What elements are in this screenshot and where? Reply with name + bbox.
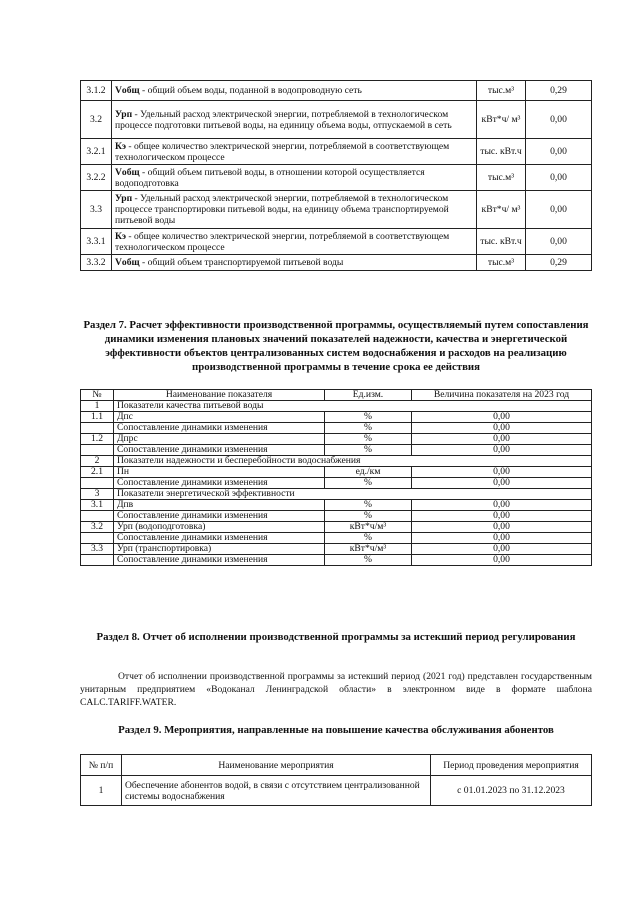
row-number: 1.2 <box>81 434 114 445</box>
row-value: 0,00 <box>526 139 592 165</box>
row-number <box>81 511 114 522</box>
row-number: 3.3 <box>81 544 114 555</box>
row-number: 1 <box>81 401 114 412</box>
group-row <box>81 456 592 467</box>
row-value: 0,00 <box>526 191 592 229</box>
indicator-name: Сопоставление динамики изменения <box>114 555 325 566</box>
table-row <box>81 434 592 445</box>
row-number: 3.2.1 <box>81 139 112 165</box>
table-row <box>81 229 592 255</box>
header-num: № <box>81 390 114 401</box>
group-title: Показатели качества питьевой воды <box>114 401 592 412</box>
indicator-value: 0,00 <box>412 467 592 478</box>
row-description <box>112 101 477 139</box>
header-name: Наименование мероприятия <box>122 755 431 776</box>
row-unit: кВт*ч/ м³ <box>477 191 526 229</box>
table-row <box>81 500 592 511</box>
table-row <box>81 445 592 456</box>
indicator-unit: % <box>325 533 412 544</box>
table-row <box>81 555 592 566</box>
table-header-row <box>81 755 592 776</box>
row-number: 3.1.2 <box>81 81 112 101</box>
indicator-unit: % <box>325 511 412 522</box>
indicator-value: 0,00 <box>412 445 592 456</box>
indicator-unit: кВт*ч/м³ <box>325 544 412 555</box>
row-unit: тыс. кВт.ч <box>477 139 526 165</box>
row-number: 3.2 <box>81 522 114 533</box>
row-number: 2.1 <box>81 467 114 478</box>
row-term: Урп <box>115 108 133 120</box>
section-8-heading: Раздел 8. Отчет об исполнении производственной программы за истекший период регулирования <box>96 631 576 643</box>
row-number: 3.3.2 <box>81 255 112 271</box>
row-number: 2 <box>81 456 114 467</box>
indicator-value: 0,00 <box>412 544 592 555</box>
indicator-value: 0,00 <box>412 500 592 511</box>
row-number: 3.2.2 <box>81 165 112 191</box>
row-unit: тыс.м³ <box>477 81 526 101</box>
section-7-heading: Раздел 7. Расчет эффективности производственной программы, осуществляемый путем сопоставления динамики изменения плановых значений показателей надежности, качества и энергетической эффективности объектов централизованных систем водоснабжения и расходов на реализацию производственной программы в течение срока ее действия <box>83 319 589 373</box>
row-description <box>112 165 477 191</box>
table-row <box>81 544 592 555</box>
row-number: 3.2 <box>81 101 112 139</box>
row-text: - Удельный расход электрической энергии, потребляемой в технологическом процессе транспортировки питьевой воды, на единицу объема транспортируемой питьевой воды <box>115 193 449 226</box>
row-term: Урп <box>115 193 133 204</box>
section-8-paragraph: Отчет об исполнении производственной программы за истекший период (2021 год) представлен государственным унитарным предприятием «Водоканал Ленинградской области» в электронном виде в формате шаблона CALC.TARIFF.WATER. <box>80 671 592 708</box>
indicator-name: Сопоставление динамики изменения <box>114 511 325 522</box>
row-text: - общий объем питьевой воды, в отношении которой осуществляется водоподготовка <box>115 166 425 189</box>
group-row <box>81 489 592 500</box>
row-value: 0,29 <box>526 255 592 271</box>
indicator-unit: % <box>325 500 412 511</box>
header-num: № п/п <box>81 755 122 776</box>
row-description <box>112 255 477 271</box>
row-number <box>81 478 114 489</box>
table-row <box>81 423 592 434</box>
row-number: 1.1 <box>81 412 114 423</box>
header-value: Величина показателя на 2023 год <box>412 390 592 401</box>
row-value: 0,29 <box>526 81 592 101</box>
indicator-unit: ед./км <box>325 467 412 478</box>
indicator-value: 0,00 <box>412 533 592 544</box>
row-unit: тыс.м³ <box>477 165 526 191</box>
indicator-unit: % <box>325 478 412 489</box>
indicator-unit: % <box>325 423 412 434</box>
indicator-name: Сопоставление динамики изменения <box>114 533 325 544</box>
row-description <box>112 191 477 229</box>
indicator-name: Сопоставление динамики изменения <box>114 445 325 456</box>
table-row <box>81 255 592 271</box>
table-row <box>81 412 592 423</box>
table-row <box>81 467 592 478</box>
indicator-name: Сопоставление динамики изменения <box>114 478 325 489</box>
indicator-name: Урп (водоподготовка) <box>114 522 325 533</box>
table-row <box>81 478 592 489</box>
row-description <box>112 81 477 101</box>
table-row <box>81 81 592 101</box>
row-text: - Удельный расход электрической энергии, потребляемой в технологическом процессе подготовки питьевой воды, на единицу объема воды, отпускаемой в сеть <box>115 108 452 131</box>
row-unit: кВт*ч/ м³ <box>477 101 526 139</box>
row-number: 3 <box>81 489 114 500</box>
table-row <box>81 511 592 522</box>
indicator-name: Урп (транспортировка) <box>114 544 325 555</box>
row-number <box>81 445 114 456</box>
indicator-name: Дпс <box>114 412 325 423</box>
row-value: 0,00 <box>526 165 592 191</box>
indicator-name: Пн <box>114 467 325 478</box>
indicator-unit: % <box>325 555 412 566</box>
row-text: - общее количество электрической энергии, потребляемой в соответствующем технологическом процессе <box>115 230 450 253</box>
row-description <box>112 139 477 165</box>
group-title: Показатели надежности и бесперебойности водоснабжения <box>114 456 592 467</box>
row-term: Кэ <box>115 230 126 242</box>
row-number: 3.1 <box>81 500 114 511</box>
indicator-name: Сопоставление динамики изменения <box>114 423 325 434</box>
indicator-unit: % <box>325 412 412 423</box>
table-row <box>81 165 592 191</box>
measure-period: с 01.01.2023 по 31.12.2023 <box>431 776 592 806</box>
row-number: 1 <box>81 776 122 806</box>
indicator-unit: кВт*ч/м³ <box>325 522 412 533</box>
table-row <box>81 533 592 544</box>
row-value: 0,00 <box>526 101 592 139</box>
indicator-value: 0,00 <box>412 522 592 533</box>
indicator-value: 0,00 <box>412 555 592 566</box>
table-row <box>81 101 592 139</box>
header-unit: Ед.изм. <box>325 390 412 401</box>
indicator-value: 0,00 <box>412 511 592 522</box>
row-text: - общее количество электрической энергии, потребляемой в соответствующем технологическом процессе <box>115 140 450 163</box>
row-term: Vобщ <box>115 85 140 96</box>
indicator-value: 0,00 <box>412 434 592 445</box>
measure-name: Обеспечение абонентов водой, в связи с отсутствием централизованной системы водоснабжения <box>122 776 431 806</box>
table-row <box>81 191 592 229</box>
indicator-value: 0,00 <box>412 423 592 434</box>
row-description <box>112 229 477 255</box>
table-header-row <box>81 390 592 401</box>
row-unit: тыс.м³ <box>477 255 526 271</box>
row-number <box>81 555 114 566</box>
table-row <box>81 139 592 165</box>
row-unit: тыс. кВт.ч <box>477 229 526 255</box>
indicator-value: 0,00 <box>412 478 592 489</box>
indicator-unit: % <box>325 434 412 445</box>
efficiency-table <box>80 389 592 566</box>
group-row <box>81 401 592 412</box>
indicators-table-continued <box>80 80 592 271</box>
row-term: Кэ <box>115 140 126 152</box>
row-value: 0,00 <box>526 229 592 255</box>
section-9-heading: Раздел 9. Мероприятия, направленные на повышение качества обслуживания абонентов <box>118 724 554 736</box>
indicator-name: Дпв <box>114 500 325 511</box>
service-measures-table <box>80 754 592 806</box>
header-period: Период проведения мероприятия <box>431 755 592 776</box>
row-text: - общий объем транспортируемой питьевой воды <box>139 257 344 268</box>
indicator-name: Дпрс <box>114 434 325 445</box>
group-title: Показатели энергетической эффективности <box>114 489 592 500</box>
indicator-value: 0,00 <box>412 412 592 423</box>
row-number: 3.3 <box>81 191 112 229</box>
row-term: Vобщ <box>115 257 140 268</box>
row-number: 3.3.1 <box>81 229 112 255</box>
header-name: Наименование показателя <box>114 390 325 401</box>
row-text: - общий объем воды, поданной в водопроводную сеть <box>139 85 362 96</box>
table-row <box>81 776 592 806</box>
row-number <box>81 533 114 544</box>
row-term: Vобщ <box>115 166 140 178</box>
indicator-unit: % <box>325 445 412 456</box>
table-row <box>81 522 592 533</box>
row-number <box>81 423 114 434</box>
